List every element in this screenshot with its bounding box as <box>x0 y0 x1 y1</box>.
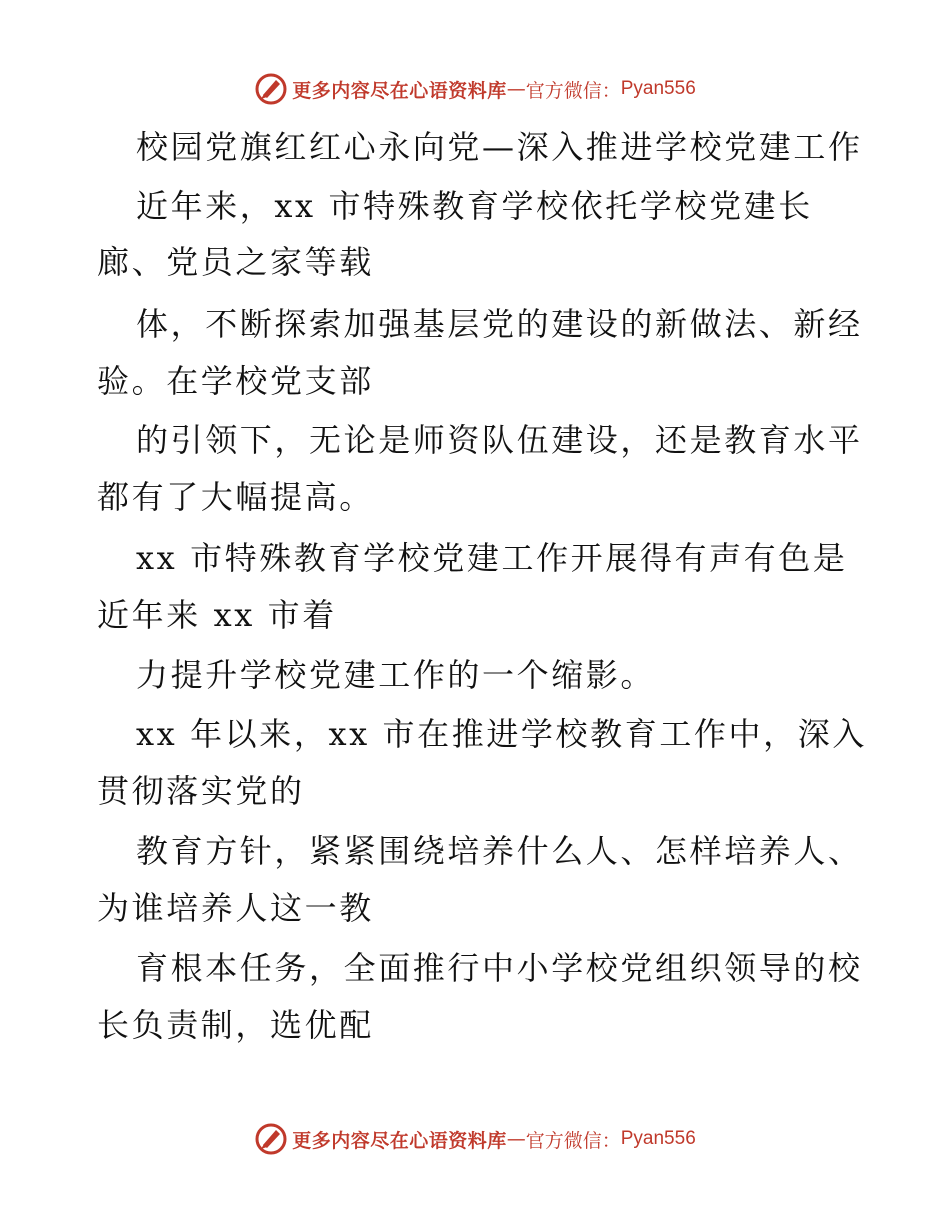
watermark-main-text: 更多内容尽在心语资料库 <box>292 1129 507 1152</box>
text-line: 的引领下，无论是师资队伍建设，还是教育水平 <box>136 421 863 459</box>
watermark-main-text: 更多内容尽在心语资料库 <box>292 79 507 102</box>
text-line: 验。在学校党支部 <box>97 362 374 400</box>
text-line: 育根本任务，全面推行中小学校党组织领导的校 <box>136 949 863 987</box>
text-line: 近年来，xx 市特殊教育学校依托学校党建长 <box>136 187 813 225</box>
text-line: 廊、党员之家等载 <box>97 243 374 281</box>
text-line: 为谁培养人这一教 <box>97 889 374 927</box>
brand-logo-icon <box>254 1122 288 1156</box>
text-line: xx 年以来，xx 市在推进学校教育工作中，深入 <box>136 715 867 753</box>
watermark-sub-text: 官方微信： <box>525 1129 621 1152</box>
page-header-watermark <box>0 72 950 106</box>
text-line: 长负责制，选优配 <box>97 1006 374 1044</box>
watermark-wechat-id: Pyan556 <box>620 78 696 99</box>
text-line: 体，不断探索加强基层党的建设的新做法、新经 <box>136 305 863 343</box>
watermark-separator: — <box>506 78 526 100</box>
watermark-separator: — <box>506 1128 526 1150</box>
text-line: 近年来 xx 市着 <box>97 596 337 634</box>
text-line: 都有了大幅提高。 <box>97 478 374 516</box>
watermark-wechat-id: Pyan556 <box>620 1128 696 1149</box>
text-line: 教育方针，紧紧围绕培养什么人、怎样培养人、 <box>136 832 863 870</box>
text-line: 力提升学校党建工作的一个缩影。 <box>136 656 656 694</box>
title-line: 校园党旗红红心永向党—深入推进学校党建工作 <box>136 128 863 166</box>
brand-logo-icon <box>254 72 288 106</box>
text-line: 贯彻落实党的 <box>97 772 305 810</box>
page-footer-watermark <box>0 1122 950 1156</box>
text-line: xx 市特殊教育学校党建工作开展得有声有色是 <box>136 539 848 577</box>
watermark-sub-text: 官方微信： <box>525 79 621 102</box>
